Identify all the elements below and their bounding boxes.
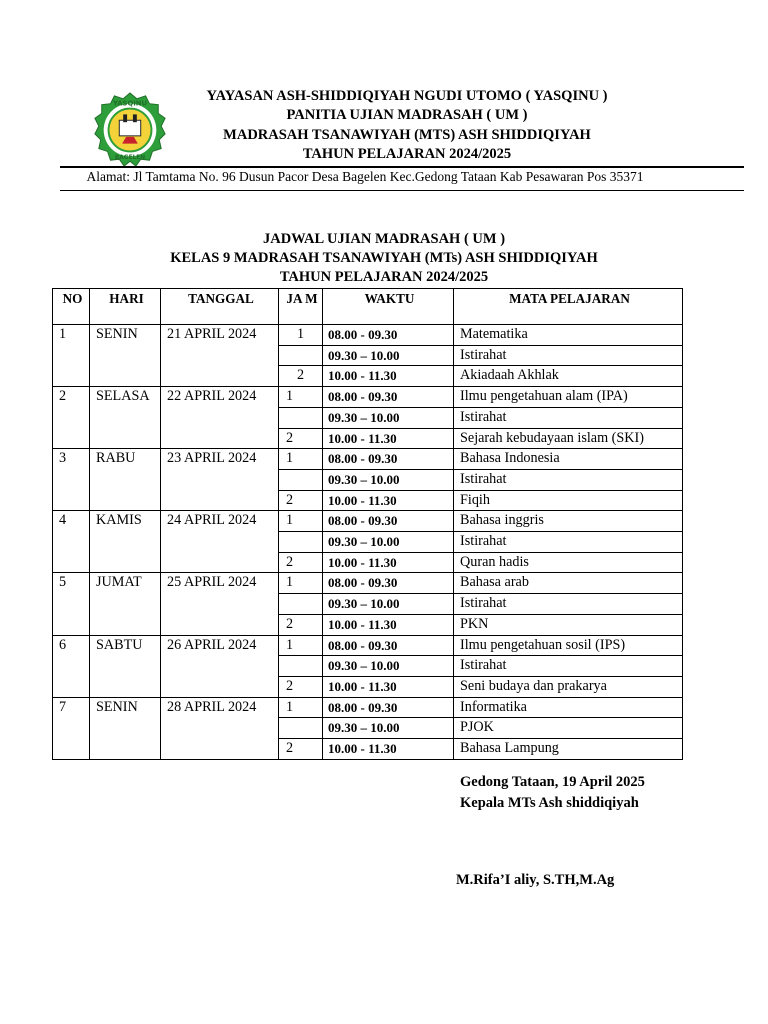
cell-mata-pelajaran: Istirahat [454, 594, 683, 615]
letterhead [170, 87, 644, 164]
table-row [53, 325, 683, 346]
table-row [53, 573, 683, 594]
cell-waktu: 08.00 - 09.30 [323, 325, 454, 346]
foundation-name: YAYASAN ASH-SHIDDIQIYAH NGUDI UTOMO ( YASQINU ) [206, 88, 608, 104]
cell-jam: 1 [279, 511, 323, 532]
cell-hari: RABU [90, 449, 161, 511]
cell-hari: SENIN [90, 697, 161, 759]
cell-waktu: 09.30 – 10.00 [323, 532, 454, 553]
table-row [53, 635, 683, 656]
cell-tanggal: 26 APRIL 2024 [161, 635, 279, 697]
header-mata-pelajaran: MATA PELAJARAN [454, 289, 683, 325]
cell-mata-pelajaran: Fiqih [454, 490, 683, 511]
cell-waktu: 10.00 - 11.30 [323, 490, 454, 511]
cell-hari: JUMAT [90, 573, 161, 635]
cell-waktu: 10.00 - 11.30 [323, 676, 454, 697]
signature-place-date: Gedong Tataan, 19 April 2025 [460, 774, 645, 790]
cell-mata-pelajaran: Seni budaya dan prakarya [454, 676, 683, 697]
cell-tanggal: 21 APRIL 2024 [161, 325, 279, 387]
cell-jam: 1 [279, 697, 323, 718]
cell-jam [279, 407, 323, 428]
cell-no: 6 [53, 635, 90, 697]
cell-jam: 2 [279, 366, 323, 387]
cell-jam [279, 594, 323, 615]
cell-waktu: 09.30 – 10.00 [323, 718, 454, 739]
cell-jam: 1 [279, 449, 323, 470]
title-line-1: JADWAL UJIAN MADRASAH ( UM ) [262, 231, 506, 247]
cell-jam [279, 345, 323, 366]
cell-mata-pelajaran: Informatika [454, 697, 683, 718]
cell-mata-pelajaran: Istirahat [454, 407, 683, 428]
table-header-row [53, 289, 683, 325]
cell-jam: 2 [279, 552, 323, 573]
cell-mata-pelajaran: Bahasa Indonesia [454, 449, 683, 470]
cell-tanggal: 24 APRIL 2024 [161, 511, 279, 573]
cell-waktu: 08.00 - 09.30 [323, 697, 454, 718]
cell-jam: 1 [279, 387, 323, 408]
cell-mata-pelajaran: Istirahat [454, 469, 683, 490]
cell-mata-pelajaran: Istirahat [454, 656, 683, 677]
cell-mata-pelajaran: Matematika [454, 325, 683, 346]
cell-mata-pelajaran: Bahasa inggris [454, 511, 683, 532]
header-hari: HARI [90, 289, 161, 325]
cell-waktu: 09.30 – 10.00 [323, 407, 454, 428]
cell-jam: 2 [279, 614, 323, 635]
header-waktu: WAKTU [323, 289, 454, 325]
cell-jam [279, 656, 323, 677]
cell-no: 3 [53, 449, 90, 511]
signature-name: M.Rifa’I aliy, S.TH,M.Ag [456, 872, 615, 888]
cell-no: 2 [53, 387, 90, 449]
school-logo [91, 91, 169, 169]
table-row [53, 511, 683, 532]
cell-no: 1 [53, 325, 90, 387]
cell-hari: SABTU [90, 635, 161, 697]
cell-jam [279, 469, 323, 490]
exam-schedule-table [52, 288, 683, 760]
cell-waktu: 09.30 – 10.00 [323, 594, 454, 615]
table-row [53, 387, 683, 408]
signature-position: Kepala MTs Ash shiddiqiyah [460, 795, 639, 811]
school-name: MADRASAH TSANAWIYAH (MTS) ASH SHIDDIQIYAH [223, 126, 591, 143]
cell-jam [279, 718, 323, 739]
cell-mata-pelajaran: Ilmu pengetahuan alam (IPA) [454, 387, 683, 408]
document-title [0, 230, 768, 288]
header-tanggal: TANGGAL [161, 289, 279, 325]
cell-mata-pelajaran: PJOK [454, 718, 683, 739]
cell-hari: KAMIS [90, 511, 161, 573]
letterhead-divider-bottom [60, 190, 744, 191]
cell-waktu: 08.00 - 09.30 [323, 635, 454, 656]
cell-mata-pelajaran: Bahasa Lampung [454, 739, 683, 760]
address: Alamat: Jl Tamtama No. 96 Dusun Pacor Desa Bagelen Kec.Gedong Tataan Kab Pesawaran Pos 35371 [86, 169, 644, 184]
cell-waktu: 08.00 - 09.30 [323, 449, 454, 470]
header-no: NO [53, 289, 90, 325]
cell-jam: 1 [279, 325, 323, 346]
cell-no: 4 [53, 511, 90, 573]
cell-tanggal: 25 APRIL 2024 [161, 573, 279, 635]
cell-mata-pelajaran: Sejarah kebudayaan islam (SKI) [454, 428, 683, 449]
cell-waktu: 08.00 - 09.30 [323, 511, 454, 532]
header-jam: JA M [279, 289, 323, 325]
cell-waktu: 09.30 – 10.00 [323, 345, 454, 366]
table-row [53, 449, 683, 470]
committee-name: PANITIA UJIAN MADRASAH ( UM ) [286, 107, 528, 124]
cell-hari: SENIN [90, 325, 161, 387]
title-line-3: TAHUN PELAJARAN 2024/2025 [279, 269, 489, 286]
cell-waktu: 10.00 - 11.30 [323, 552, 454, 573]
cell-jam: 1 [279, 635, 323, 656]
cell-waktu: 08.00 - 09.30 [323, 387, 454, 408]
cell-mata-pelajaran: Istirahat [454, 345, 683, 366]
cell-mata-pelajaran: Ilmu pengetahuan sosil (IPS) [454, 635, 683, 656]
cell-mata-pelajaran: Istirahat [454, 532, 683, 553]
cell-tanggal: 23 APRIL 2024 [161, 449, 279, 511]
cell-waktu: 10.00 - 11.30 [323, 428, 454, 449]
school-year: TAHUN PELAJARAN 2024/2025 [302, 145, 512, 162]
cell-waktu: 08.00 - 09.30 [323, 573, 454, 594]
cell-mata-pelajaran: Bahasa arab [454, 573, 683, 594]
letterhead-divider-top [60, 166, 744, 168]
cell-jam: 2 [279, 490, 323, 511]
cell-jam: 2 [279, 428, 323, 449]
table-body [53, 325, 683, 760]
logo-bottom-text: BAGELEN [114, 155, 146, 162]
cell-tanggal: 22 APRIL 2024 [161, 387, 279, 449]
cell-waktu: 10.00 - 11.30 [323, 366, 454, 387]
cell-no: 5 [53, 573, 90, 635]
logo-top-text: YASQINU [112, 99, 148, 108]
cell-jam: 2 [279, 739, 323, 760]
cell-tanggal: 28 APRIL 2024 [161, 697, 279, 759]
cell-mata-pelajaran: PKN [454, 614, 683, 635]
cell-waktu: 09.30 – 10.00 [323, 656, 454, 677]
cell-waktu: 10.00 - 11.30 [323, 614, 454, 635]
table-row [53, 697, 683, 718]
cell-jam: 2 [279, 676, 323, 697]
cell-no: 7 [53, 697, 90, 759]
cell-waktu: 10.00 - 11.30 [323, 739, 454, 760]
cell-waktu: 09.30 – 10.00 [323, 469, 454, 490]
cell-hari: SELASA [90, 387, 161, 449]
cell-mata-pelajaran: Akiadaah Akhlak [454, 366, 683, 387]
cell-jam: 1 [279, 573, 323, 594]
title-line-2: KELAS 9 MADRASAH TSANAWIYAH (MTs) ASH SHIDDIQIYAH [170, 250, 598, 267]
cell-mata-pelajaran: Quran hadis [454, 552, 683, 573]
cell-jam [279, 532, 323, 553]
